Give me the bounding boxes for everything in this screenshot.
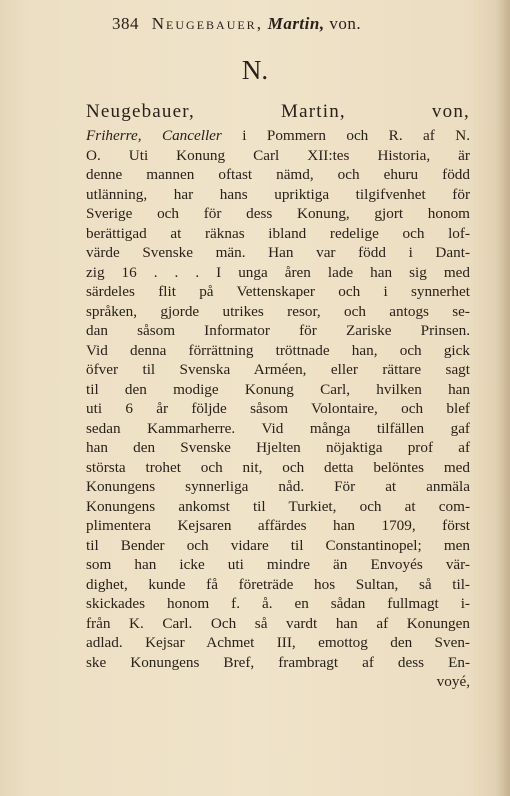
text-line: han den Svenske Hjelten nöjaktiga prof af: [86, 439, 470, 456]
text-line: utlänning, har hans upriktiga tilgifvenhet för: [86, 185, 470, 203]
text-line: öfver til Svenska Arméen, eller rättare sagt: [86, 361, 470, 378]
text-line: denne mannen oftast nämd, och ehuru född: [86, 166, 470, 183]
text-line: O. Uti Konung Carl XII:tes Historia, är: [86, 146, 470, 164]
page-number: 384: [112, 14, 139, 33]
text-line: sedan Kammarherre. Vid många tilfällen gaf: [86, 419, 470, 437]
header-surname: Neugebauer,: [151, 14, 263, 33]
text-line: värde Svenske män. Han var född i Dant-: [86, 244, 470, 261]
text-line: Sverige och för dess Konung, gjort honom: [86, 205, 470, 222]
title-italic: Friherre, Canceller: [86, 127, 222, 144]
running-header: [112, 14, 412, 34]
header-given-name: Martin,: [267, 14, 325, 33]
entry-text: [86, 98, 470, 692]
text-line: dan såsom Informator för Zariske Prinsen.: [86, 322, 470, 339]
catchword-line: voyé,: [436, 673, 470, 690]
header-particle: von.: [329, 14, 362, 33]
text-line: Konungens synnerliga nåd. För at anmäla: [86, 478, 470, 495]
text-line: skickades honom f. å. en sådan fullmagt i-: [86, 595, 470, 612]
section-letter: N.: [241, 55, 269, 85]
text-line: särdeles flit på Vettenskaper och i synnerhet: [86, 283, 470, 300]
text-line: til Bender och vidare til Constantinopel; men: [86, 536, 470, 554]
text-line: plimentera Kejsaren affärdes han 1709, först: [86, 517, 470, 534]
text-line: til den modige Konung Carl, hvilken han: [86, 380, 470, 398]
text-line: uti 6 år följde såsom Volontaire, och blef: [86, 400, 470, 417]
text-line: adlad. Kejsar Achmet III, emottog den Sven-: [86, 634, 470, 651]
text-line: ske Konungens Bref, frambragt af dess En-: [86, 653, 470, 671]
text-line: från K. Carl. Och så vardt han af Konungen: [86, 614, 470, 632]
text-line: Konungens ankomst til Turkiet, och at com-: [86, 497, 470, 515]
text-line: största trohet och nit, och detta belöntes med: [86, 458, 470, 476]
entry-heading-line: Neugebauer, Martin, von,: [86, 101, 470, 122]
text-line: zig 16 . . . I unga åren lade han sig med: [86, 263, 470, 281]
text-line: Friherre, Canceller i Pommern och R. af N.: [86, 127, 470, 144]
text-line: dighet, kunde få företräde hos Sultan, så til-: [86, 575, 470, 593]
page-edge-shadow: [496, 0, 510, 796]
text-line: som han icke uti mindre än Envoyés vär-: [86, 556, 470, 573]
text-line: Vid denna förrättning tröttnade han, och gick: [86, 341, 470, 359]
text-line: berättigad at räknas ibland redelige och lof-: [86, 224, 470, 242]
text-line: språken, gjorde utrikes resor, och antogs se-: [86, 302, 470, 320]
